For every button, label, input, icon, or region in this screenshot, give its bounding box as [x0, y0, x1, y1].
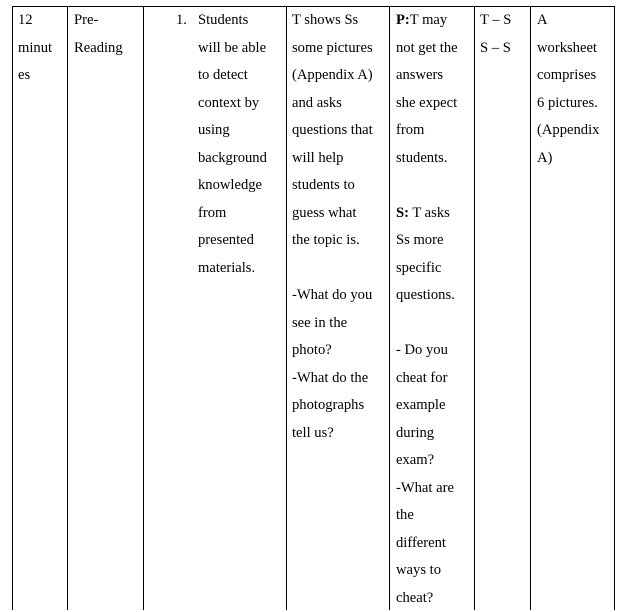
objective-number: 1.: [176, 12, 187, 28]
column-divider: [12, 6, 13, 610]
column-divider: [286, 6, 287, 610]
column-divider: [389, 6, 390, 610]
column-divider: [614, 6, 615, 610]
solution-first-line: S: T asks: [396, 204, 450, 221]
solution-label: S:: [396, 204, 409, 221]
time-cell: 12 minut es: [18, 12, 53, 83]
stage-cell: Pre- Reading: [74, 12, 123, 56]
objective-cell: Students will be able to detect context by using background knowledge from presented materials.: [198, 12, 267, 276]
problems-solutions-cell: P:T may not get the answers she expect from students. S: T asks Ss more specific questions. - Do you cheat for example during exam? -What are the different ways to cheat?: [396, 7, 458, 612]
problem-first-line: P:T may: [396, 12, 448, 28]
column-divider: [530, 6, 531, 610]
interaction-cell: T – S S – S: [480, 12, 512, 56]
column-divider: [67, 6, 68, 610]
column-divider: [143, 6, 144, 610]
teacher-activity-cell: T shows Ss some pictures (Appendix A) and asks questions that will help students to guess what the topic is. -What do you see in the photo? -What do the photographs tell us?: [292, 12, 373, 441]
material-cell: A worksheet comprises 6 pictures. (Appendix A): [537, 12, 600, 166]
problem-label: P:: [396, 12, 410, 28]
column-divider: [474, 6, 475, 610]
